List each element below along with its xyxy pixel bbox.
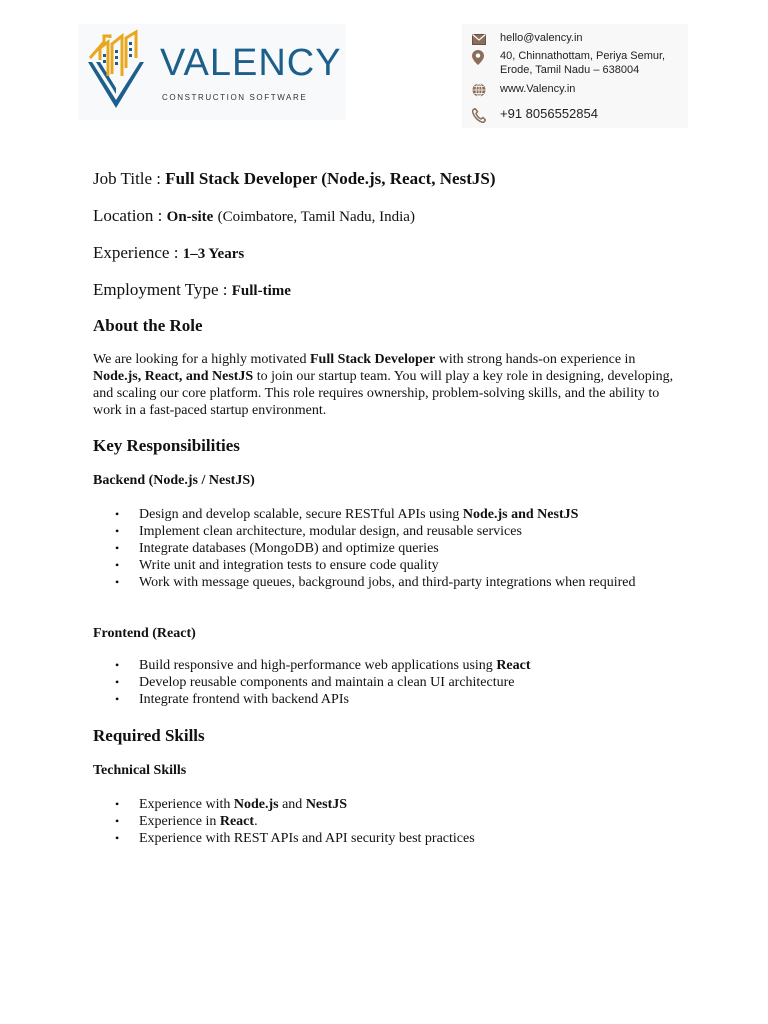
about-text-2: with strong hands-on experience in	[435, 352, 636, 367]
job-title-label: Job Title :	[93, 169, 162, 188]
contact-address-line1: 40, Chinnathottam, Periya Semur,	[500, 50, 666, 62]
about-text-1: We are looking for a highly motivated	[93, 352, 310, 367]
brand-name: VALENCY	[160, 42, 342, 84]
list-item: • Experience in React.	[93, 813, 683, 830]
location-pin-icon	[472, 49, 494, 65]
contact-email-row	[472, 31, 583, 47]
about-heading: About the Role	[93, 316, 203, 335]
contact-website[interactable]: www.Valency.in	[500, 83, 576, 95]
location-line	[93, 206, 415, 227]
employment-label: Employment Type :	[93, 280, 228, 299]
about-bold-2: Node.js, React, and NestJS	[93, 369, 254, 384]
experience-value: 1–3 Years	[182, 246, 245, 262]
contact-website-row	[472, 82, 575, 98]
responsibilities-heading: Key Responsibilities	[93, 436, 240, 455]
brand-subtitle: CONSTRUCTION SOFTWARE	[162, 93, 308, 102]
list-item: • Design and develop scalable, secure RESTful APIs using Node.js and NestJS	[93, 506, 683, 523]
technical-skills-heading: Technical Skills	[93, 763, 187, 778]
about-bold-1: Full Stack Developer	[309, 352, 436, 367]
backend-list	[93, 506, 683, 591]
phone-icon	[472, 107, 494, 123]
list-item: • Experience with Node.js and NestJS	[93, 796, 683, 813]
contact-address-row	[472, 49, 665, 77]
contact-address-line2: Erode, Tamil Nadu – 638004	[500, 64, 640, 76]
valency-logo-icon	[84, 28, 154, 112]
skills-heading: Required Skills	[93, 726, 205, 745]
list-item: • Implement clean architecture, modular design, and reusable services	[93, 523, 683, 540]
frontend-list	[93, 657, 683, 708]
list-item: • Develop reusable components and maintain a clean UI architecture	[93, 674, 683, 691]
location-label: Location :	[93, 206, 163, 225]
list-item: • Build responsive and high-performance web applications using React	[93, 657, 683, 674]
list-item: • Integrate frontend with backend APIs	[93, 691, 683, 708]
list-item: • Experience with REST APIs and API security best practices	[93, 830, 683, 847]
location-detail: (Coimbatore, Tamil Nadu, India)	[217, 209, 415, 225]
location-value: On-site	[166, 209, 214, 225]
contact-email[interactable]: hello@valency.in	[500, 32, 583, 44]
experience-label: Experience :	[93, 243, 179, 262]
about-text-3: to join our startup team. You will play a key role in designing, developing, and scaling our core platform. This role requires ownership, problem-solving skills, and the ability to work in a fast-paced startup environment.	[93, 369, 674, 418]
list-item: • Work with message queues, background jobs, and third-party integrations when required	[93, 574, 683, 591]
experience-line	[93, 243, 244, 264]
backend-heading: Backend (Node.js / NestJS)	[93, 473, 255, 488]
list-item: • Integrate databases (MongoDB) and optimize queries	[93, 540, 683, 557]
technical-skills-list	[93, 796, 683, 847]
contact-phone[interactable]: +91 8056552854	[500, 106, 598, 121]
list-item: • Write unit and integration tests to ensure code quality	[93, 557, 683, 574]
globe-icon	[472, 82, 494, 98]
job-title-line	[93, 169, 496, 189]
contact-phone-row	[472, 107, 598, 123]
employment-line	[93, 280, 291, 301]
frontend-heading: Frontend (React)	[93, 626, 196, 641]
mail-icon	[472, 31, 494, 47]
about-paragraph	[93, 351, 683, 419]
employment-value: Full-time	[231, 283, 291, 299]
job-title-value: Full Stack Developer (Node.js, React, NestJS)	[165, 169, 496, 188]
